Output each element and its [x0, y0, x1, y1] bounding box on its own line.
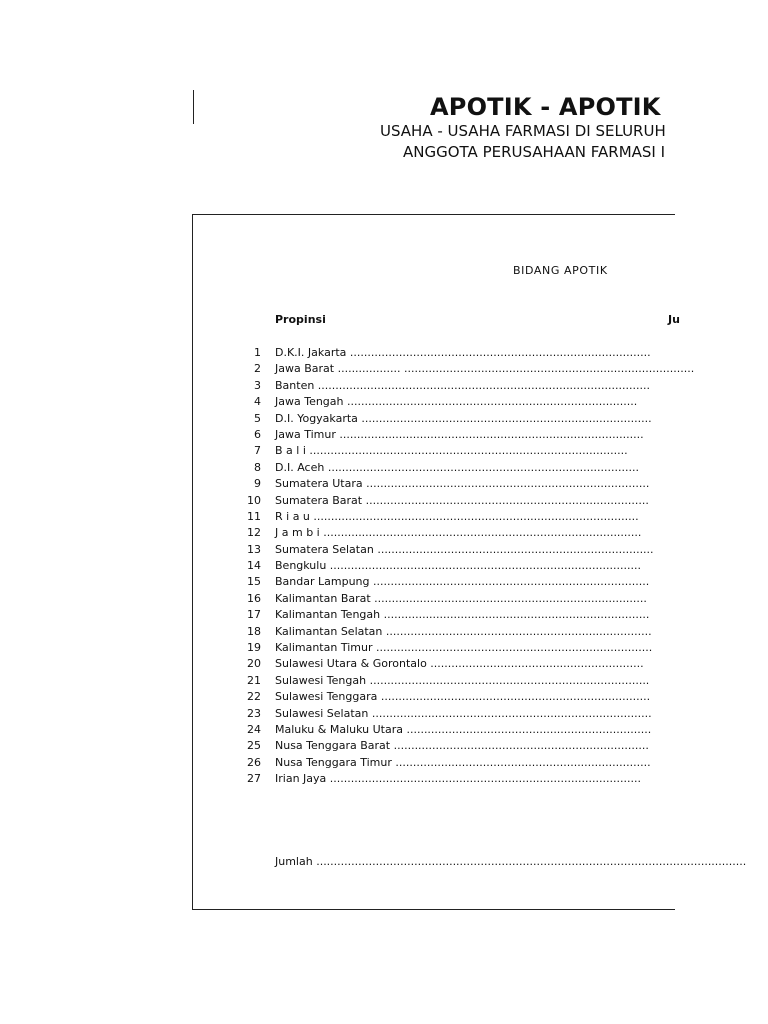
- province-name: Nusa Tenggara Timur .........................................................................: [275, 755, 651, 769]
- table-frame: [192, 214, 747, 910]
- table-row: [193, 706, 675, 722]
- table-row: [193, 345, 675, 361]
- document-header: [0, 0, 674, 200]
- province-name: Kalimantan Timur ...............................................................................: [275, 641, 653, 655]
- row-number: 2: [254, 362, 261, 376]
- province-name: Jawa Tengah ...................................................................................: [275, 395, 638, 409]
- province-name: Banten ...............................................................................................: [275, 378, 650, 392]
- province-name: D.I. Yogyakarta ...................................................................................: [275, 411, 652, 425]
- subtitle-line-1: USAHA - USAHA FARMASI DI SELURUH: [380, 122, 666, 140]
- row-number: 11: [247, 509, 261, 523]
- column-header-province: Propinsi: [275, 313, 326, 326]
- province-name: D.K.I. Jakarta ......................................................................................: [275, 346, 651, 359]
- province-list: [193, 345, 695, 788]
- row-number: 4: [254, 395, 261, 409]
- province-name: Nusa Tenggara Barat .........................................................................: [275, 739, 649, 753]
- row-number: 20: [247, 657, 261, 671]
- table-row: [193, 738, 675, 754]
- row-number: 14: [247, 559, 261, 573]
- province-name: Sulawesi Utara & Gorontalo .............................................................: [275, 657, 644, 671]
- province-name: B a l i ...........................................................................................: [275, 444, 628, 458]
- row-number: 13: [247, 542, 261, 556]
- table-row: [193, 722, 675, 738]
- row-number: 7: [254, 444, 261, 458]
- province-name: D.I. Aceh .........................................................................................: [275, 460, 640, 474]
- table-row: [193, 624, 675, 640]
- row-number: 8: [254, 460, 261, 474]
- row-number: 17: [247, 608, 261, 622]
- row-number: 22: [247, 690, 261, 704]
- table-row: [193, 689, 675, 705]
- row-number: 12: [247, 526, 261, 540]
- table-row: [193, 656, 675, 672]
- table-row: [193, 427, 675, 443]
- row-number: 25: [247, 739, 261, 753]
- row-number: 24: [247, 722, 261, 736]
- subtitle-line-2: ANGGOTA PERUSAHAAN FARMASI I: [403, 143, 666, 161]
- table-row: [193, 394, 675, 410]
- table-row: [193, 558, 675, 574]
- province-name: Sulawesi Tengah ................................................................................: [275, 673, 650, 687]
- table-row: [193, 542, 675, 558]
- province-name: Jawa Barat .................. ...................................................................................: [275, 362, 695, 376]
- table-row: [193, 460, 675, 476]
- province-name: J a m b i ...........................................................................................: [275, 526, 642, 540]
- row-number: 10: [247, 493, 261, 507]
- province-name: Irian Jaya .........................................................................................: [275, 772, 641, 786]
- row-number: 6: [254, 427, 261, 441]
- province-name: Kalimantan Tengah ............................................................................: [275, 608, 650, 622]
- row-number: 19: [247, 641, 261, 655]
- province-name: Sulawesi Tenggara .............................................................................: [275, 690, 651, 704]
- table-row: [193, 673, 675, 689]
- table-row: [193, 378, 675, 394]
- column-header-count: Ju: [668, 313, 680, 326]
- province-name: Sumatera Barat .................................................................................: [275, 493, 649, 507]
- row-number: 3: [254, 378, 261, 392]
- province-name: Bandar Lampung ...............................................................................: [275, 575, 650, 589]
- table-row: [193, 525, 675, 541]
- row-number: 16: [247, 591, 261, 605]
- row-number: 21: [247, 673, 261, 687]
- section-title: BIDANG APOTIK: [513, 264, 608, 277]
- table-row: [193, 591, 675, 607]
- province-name: Sulawesi Selatan ................................................................................: [275, 706, 652, 720]
- table-row: [193, 640, 675, 656]
- table-row: [193, 509, 675, 525]
- row-number: 23: [247, 706, 261, 720]
- row-number: 27: [247, 772, 261, 786]
- row-number: 5: [254, 411, 261, 425]
- row-number: 15: [247, 575, 261, 589]
- table-row: [193, 361, 695, 377]
- row-number: 26: [247, 755, 261, 769]
- table-row: [193, 607, 675, 623]
- province-name: R i a u .............................................................................................: [275, 509, 639, 523]
- total-row: Jumlah ...........................................................................................................................: [275, 855, 747, 868]
- row-number: 18: [247, 624, 261, 638]
- province-name: Maluku & Maluku Utara ......................................................................: [275, 722, 652, 736]
- row-number: 1: [254, 346, 261, 359]
- table-row: [193, 476, 675, 492]
- table-row: [193, 411, 675, 427]
- province-name: Bengkulu .........................................................................................: [275, 559, 641, 573]
- row-number: 9: [254, 477, 261, 491]
- province-name: Kalimantan Selatan ............................................................................: [275, 624, 652, 638]
- province-name: Jawa Timur .......................................................................................: [275, 427, 644, 441]
- table-row: [193, 443, 675, 459]
- page-title: APOTIK - APOTIK: [430, 93, 661, 121]
- table-row: [193, 493, 675, 509]
- province-name: Kalimantan Barat ..............................................................................: [275, 591, 647, 605]
- table-row: [193, 574, 675, 590]
- province-name: Sumatera Selatan ...............................................................................: [275, 542, 654, 556]
- table-row: [193, 771, 675, 787]
- province-name: Sumatera Utara .................................................................................: [275, 477, 650, 491]
- table-row: [193, 755, 675, 771]
